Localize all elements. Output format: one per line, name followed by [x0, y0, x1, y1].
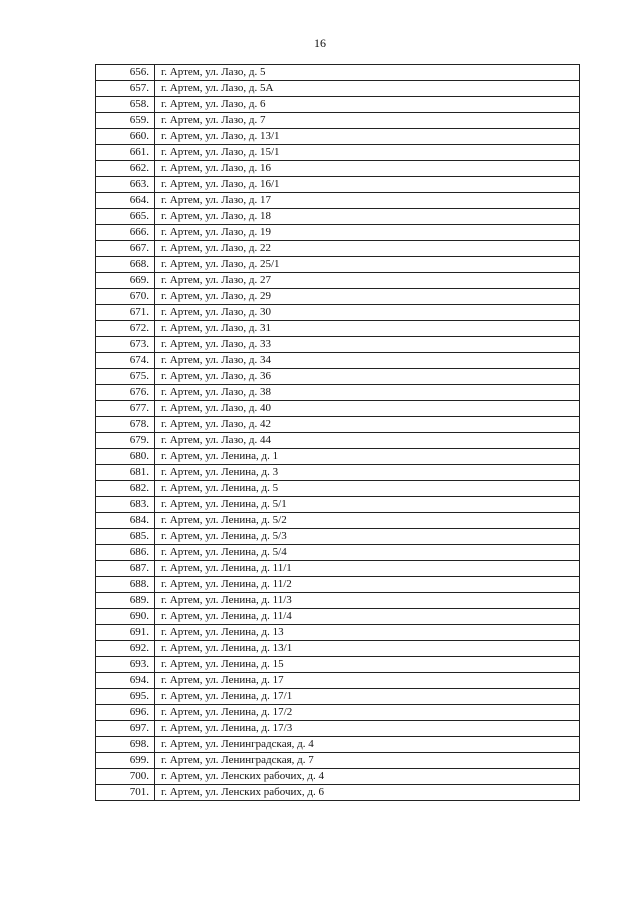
row-number: 674.	[96, 353, 155, 369]
row-address: г. Артем, ул. Лазо, д. 30	[155, 305, 580, 321]
table-row	[96, 113, 580, 129]
table-row	[96, 609, 580, 625]
table-row	[96, 257, 580, 273]
row-number: 685.	[96, 529, 155, 545]
address-table-body	[96, 65, 580, 801]
row-number: 662.	[96, 161, 155, 177]
row-address: г. Артем, ул. Лазо, д. 13/1	[155, 129, 580, 145]
row-number: 699.	[96, 753, 155, 769]
row-number: 669.	[96, 273, 155, 289]
row-number: 679.	[96, 433, 155, 449]
page-number: 16	[314, 36, 326, 50]
table-row	[96, 497, 580, 513]
row-address: г. Артем, ул. Лазо, д. 17	[155, 193, 580, 209]
row-number: 687.	[96, 561, 155, 577]
row-number: 696.	[96, 705, 155, 721]
row-address: г. Артем, ул. Ленина, д. 17/1	[155, 689, 580, 705]
table-row	[96, 785, 580, 801]
row-number: 698.	[96, 737, 155, 753]
table-row	[96, 449, 580, 465]
row-number: 659.	[96, 113, 155, 129]
row-address: г. Артем, ул. Лазо, д. 18	[155, 209, 580, 225]
table-row	[96, 193, 580, 209]
row-address: г. Артем, ул. Лазо, д. 44	[155, 433, 580, 449]
row-number: 693.	[96, 657, 155, 673]
table-row	[96, 321, 580, 337]
table-row	[96, 641, 580, 657]
row-address: г. Артем, ул. Ленина, д. 11/2	[155, 577, 580, 593]
row-number: 686.	[96, 545, 155, 561]
row-address: г. Артем, ул. Лазо, д. 33	[155, 337, 580, 353]
row-number: 690.	[96, 609, 155, 625]
row-number: 666.	[96, 225, 155, 241]
table-row	[96, 689, 580, 705]
table-row	[96, 513, 580, 529]
table-row	[96, 721, 580, 737]
row-address: г. Артем, ул. Ленинградская, д. 7	[155, 753, 580, 769]
row-address: г. Артем, ул. Ленина, д. 11/3	[155, 593, 580, 609]
row-address: г. Артем, ул. Ленина, д. 15	[155, 657, 580, 673]
table-row	[96, 145, 580, 161]
row-address: г. Артем, ул. Ленина, д. 5	[155, 481, 580, 497]
row-number: 700.	[96, 769, 155, 785]
row-number: 658.	[96, 97, 155, 113]
row-address: г. Артем, ул. Лазо, д. 34	[155, 353, 580, 369]
row-address: г. Артем, ул. Лазо, д. 42	[155, 417, 580, 433]
row-number: 660.	[96, 129, 155, 145]
row-number: 682.	[96, 481, 155, 497]
table-row	[96, 305, 580, 321]
table-row	[96, 673, 580, 689]
row-address: г. Артем, ул. Ленина, д. 17	[155, 673, 580, 689]
row-address: г. Артем, ул. Ленских рабочих, д. 4	[155, 769, 580, 785]
table-row	[96, 545, 580, 561]
table-row	[96, 97, 580, 113]
table-row	[96, 209, 580, 225]
table-row	[96, 529, 580, 545]
row-number: 701.	[96, 785, 155, 801]
row-address: г. Артем, ул. Ленина, д. 13	[155, 625, 580, 641]
row-address: г. Артем, ул. Лазо, д. 29	[155, 289, 580, 305]
row-address: г. Артем, ул. Лазо, д. 5А	[155, 81, 580, 97]
table-row	[96, 241, 580, 257]
row-number: 672.	[96, 321, 155, 337]
row-number: 673.	[96, 337, 155, 353]
row-address: г. Артем, ул. Лазо, д. 27	[155, 273, 580, 289]
row-address: г. Артем, ул. Ленских рабочих, д. 6	[155, 785, 580, 801]
row-address: г. Артем, ул. Ленина, д. 17/3	[155, 721, 580, 737]
row-number: 663.	[96, 177, 155, 193]
row-number: 692.	[96, 641, 155, 657]
row-number: 678.	[96, 417, 155, 433]
table-row	[96, 625, 580, 641]
row-number: 670.	[96, 289, 155, 305]
table-row	[96, 81, 580, 97]
table-row	[96, 753, 580, 769]
table-row	[96, 369, 580, 385]
row-number: 676.	[96, 385, 155, 401]
table-row	[96, 401, 580, 417]
row-address: г. Артем, ул. Лазо, д. 40	[155, 401, 580, 417]
row-number: 681.	[96, 465, 155, 481]
row-number: 664.	[96, 193, 155, 209]
table-row	[96, 65, 580, 81]
row-address: г. Артем, ул. Лазо, д. 19	[155, 225, 580, 241]
table-row	[96, 385, 580, 401]
row-number: 661.	[96, 145, 155, 161]
row-address: г. Артем, ул. Лазо, д. 22	[155, 241, 580, 257]
row-address: г. Артем, ул. Лазо, д. 38	[155, 385, 580, 401]
row-address: г. Артем, ул. Лазо, д. 31	[155, 321, 580, 337]
table-row	[96, 129, 580, 145]
table-row	[96, 465, 580, 481]
table-row	[96, 289, 580, 305]
table-row	[96, 769, 580, 785]
row-address: г. Артем, ул. Ленина, д. 13/1	[155, 641, 580, 657]
row-address: г. Артем, ул. Лазо, д. 25/1	[155, 257, 580, 273]
table-row	[96, 433, 580, 449]
row-address: г. Артем, ул. Ленина, д. 1	[155, 449, 580, 465]
row-number: 697.	[96, 721, 155, 737]
row-number: 695.	[96, 689, 155, 705]
table-row	[96, 273, 580, 289]
row-address: г. Артем, ул. Лазо, д. 15/1	[155, 145, 580, 161]
row-address: г. Артем, ул. Ленина, д. 5/2	[155, 513, 580, 529]
row-number: 657.	[96, 81, 155, 97]
row-address: г. Артем, ул. Лазо, д. 16/1	[155, 177, 580, 193]
row-number: 688.	[96, 577, 155, 593]
row-number: 677.	[96, 401, 155, 417]
table-row	[96, 657, 580, 673]
row-address: г. Артем, ул. Ленина, д. 5/3	[155, 529, 580, 545]
row-number: 680.	[96, 449, 155, 465]
row-number: 694.	[96, 673, 155, 689]
row-address: г. Артем, ул. Ленина, д. 11/1	[155, 561, 580, 577]
address-table	[95, 64, 580, 801]
row-number: 665.	[96, 209, 155, 225]
row-address: г. Артем, ул. Лазо, д. 6	[155, 97, 580, 113]
table-row	[96, 705, 580, 721]
table-row	[96, 737, 580, 753]
table-row	[96, 417, 580, 433]
row-address: г. Артем, ул. Ленина, д. 3	[155, 465, 580, 481]
table-row	[96, 481, 580, 497]
row-address: г. Артем, ул. Ленинградская, д. 4	[155, 737, 580, 753]
row-number: 689.	[96, 593, 155, 609]
table-row	[96, 593, 580, 609]
row-address: г. Артем, ул. Лазо, д. 36	[155, 369, 580, 385]
row-address: г. Артем, ул. Лазо, д. 7	[155, 113, 580, 129]
table-row	[96, 577, 580, 593]
row-number: 671.	[96, 305, 155, 321]
row-address: г. Артем, ул. Лазо, д. 5	[155, 65, 580, 81]
table-row	[96, 177, 580, 193]
row-address: г. Артем, ул. Ленина, д. 5/1	[155, 497, 580, 513]
table-row	[96, 337, 580, 353]
row-address: г. Артем, ул. Лазо, д. 16	[155, 161, 580, 177]
row-number: 691.	[96, 625, 155, 641]
row-address: г. Артем, ул. Ленина, д. 17/2	[155, 705, 580, 721]
row-number: 667.	[96, 241, 155, 257]
table-row	[96, 225, 580, 241]
row-number: 668.	[96, 257, 155, 273]
row-address: г. Артем, ул. Ленина, д. 5/4	[155, 545, 580, 561]
row-number: 675.	[96, 369, 155, 385]
row-number: 683.	[96, 497, 155, 513]
row-number: 656.	[96, 65, 155, 81]
row-address: г. Артем, ул. Ленина, д. 11/4	[155, 609, 580, 625]
row-number: 684.	[96, 513, 155, 529]
table-row	[96, 353, 580, 369]
table-row	[96, 561, 580, 577]
table-row	[96, 161, 580, 177]
